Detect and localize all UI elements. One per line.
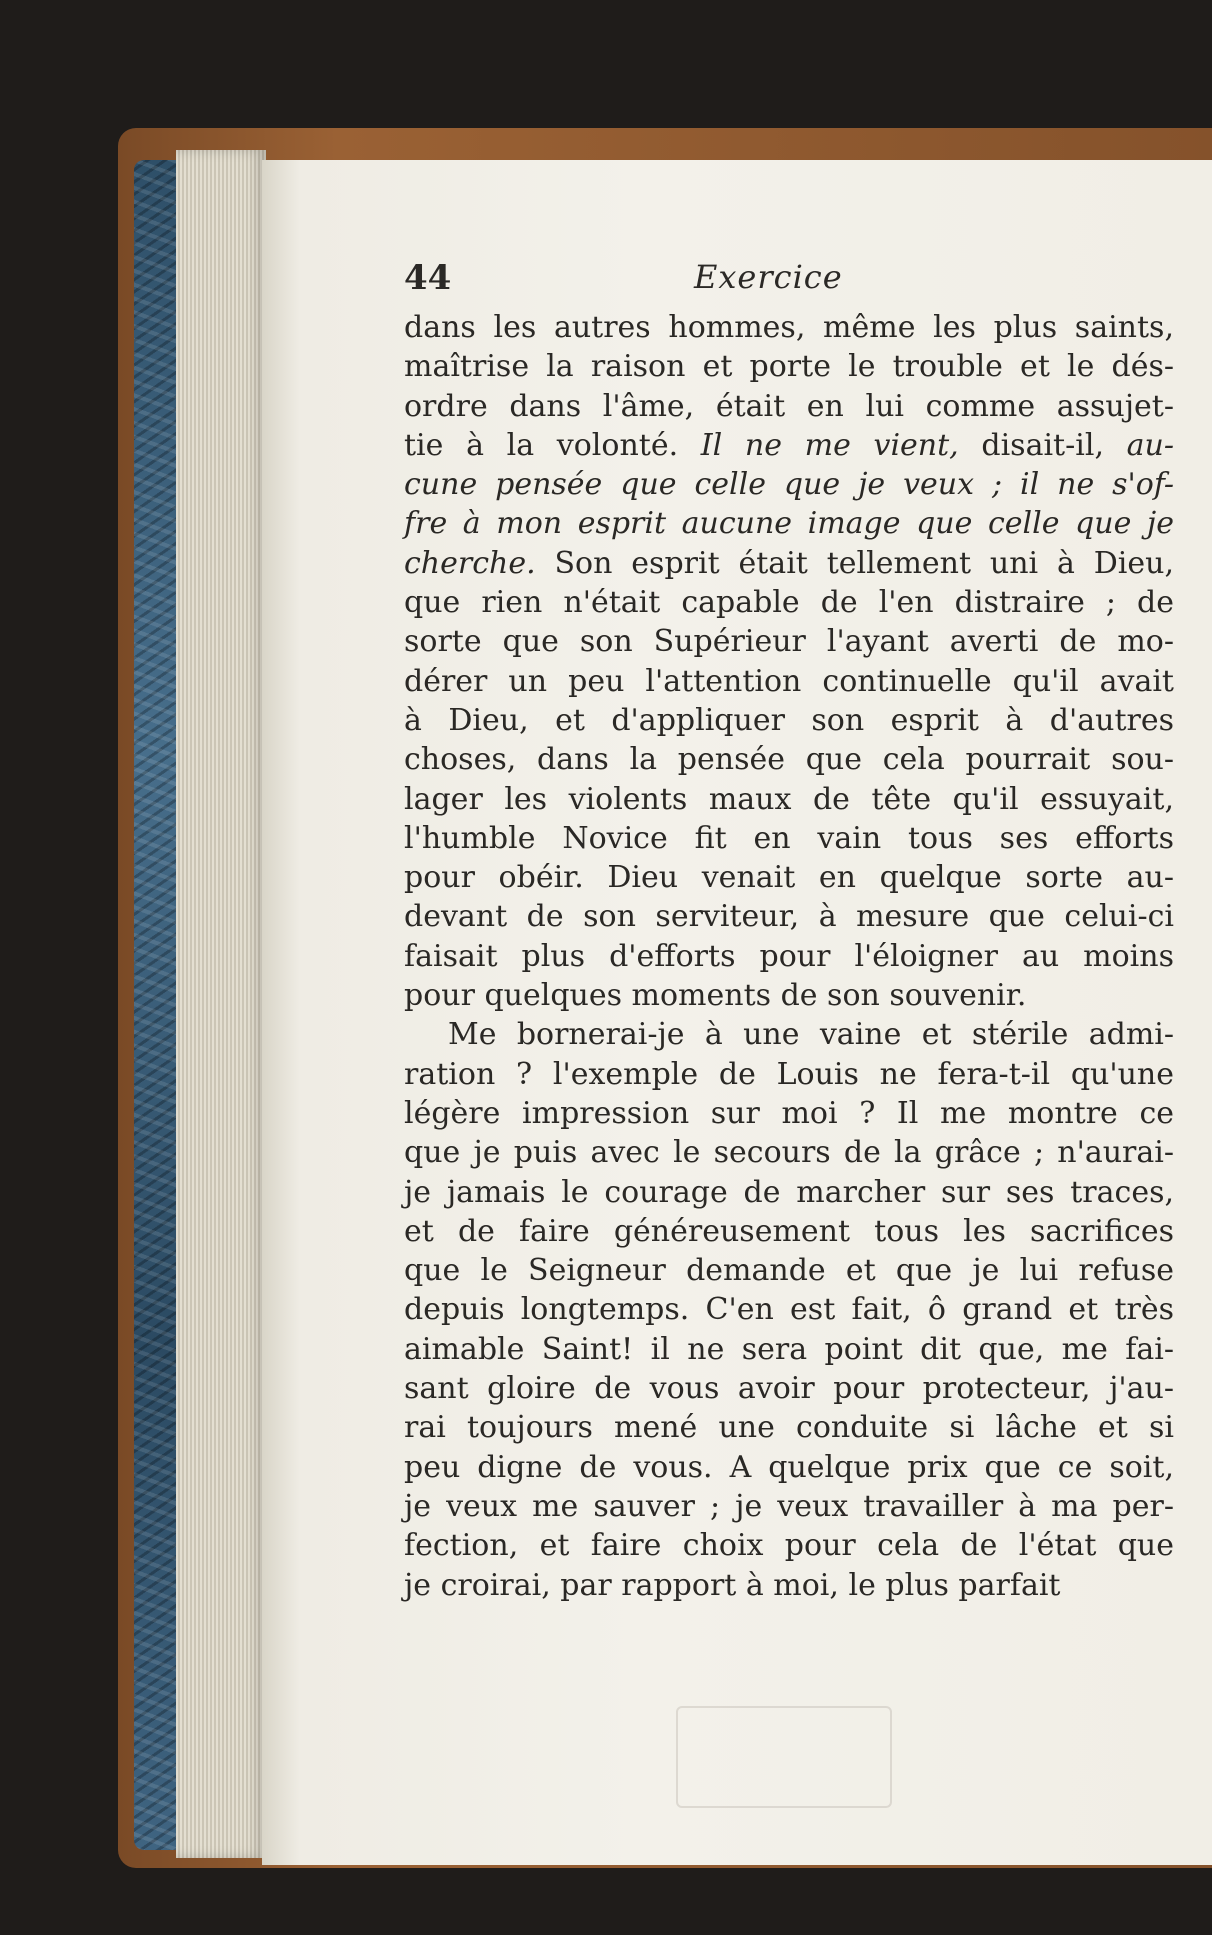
text-run: que je puis avec le secours de la grâce ; n'aurai- [404,1135,1174,1171]
text-line [404,740,1174,779]
text-line [404,897,1174,936]
italic-text: cherche. [404,545,536,581]
text-line [404,701,1174,740]
text-line [404,1408,1174,1447]
text-run: que le Seigneur demande et que je lui refuse [404,1253,1174,1289]
text-run: lager les violents maux de tête qu'il essuyait, [404,781,1174,817]
text-run: fection, et faire choix pour cela de l'état que [404,1528,1174,1564]
faded-stamp [676,1706,892,1808]
text-line [404,1055,1174,1094]
text-run: je veux me sauver ; je veux travailler à ma per- [404,1488,1174,1524]
text-line [404,583,1174,622]
text-run: l'humble Novice fit en vain tous ses efforts [404,820,1174,856]
italic-text: Il ne me vient, [700,427,959,463]
text-run: je croirai, par rapport à moi, le plus parfait [404,1567,1061,1603]
marbled-page-edge [134,160,178,1850]
text-run: sant gloire de vous avoir pour protecteur, j'au- [404,1371,1174,1407]
text-run: sorte que son Supérieur l'ayant averti de mo- [404,624,1174,660]
text-run: ration ? l'exemple de Louis ne fera-t-il qu'une [404,1056,1174,1092]
page-stack [176,150,266,1858]
text-line [404,1448,1174,1487]
text-run: pour quelques moments de son souvenir. [404,978,1027,1014]
page-header [404,258,1174,304]
text-run: depuis longtemps. C'en est fait, ô grand et très [404,1292,1174,1328]
text-line [404,1094,1174,1133]
text-run: maîtrise la raison et porte le trouble et le dés- [404,349,1174,385]
italic-text: fre à mon esprit aucune image que celle que je [404,506,1174,542]
text-run: ordre dans l'âme, était en lui comme assujet- [404,388,1174,424]
text-line [404,1212,1174,1251]
text-run: devant de son serviteur, à mesure que celui-ci [404,899,1174,935]
text-line [404,1487,1174,1526]
text-line [404,1173,1174,1212]
text-line [404,1330,1174,1369]
text-run: dérer un peu l'attention continuelle qu'il avait [404,663,1174,699]
text-run: Me bornerai-je à une vaine et stérile admi- [448,1017,1174,1053]
text-line [404,1133,1174,1172]
text-line [404,1566,1174,1605]
text-run: choses, dans la pensée que cela pourrait sou- [404,742,1174,778]
text-line [404,544,1174,583]
text-line [404,662,1174,701]
text-run: je jamais le courage de marcher sur ses traces, [404,1174,1174,1210]
text-run: peu digne de vous. A quelque prix que ce soit, [404,1449,1174,1485]
text-run: que rien n'était capable de l'en distraire ; de [404,585,1174,621]
text-run: tie à la volonté. [404,427,701,463]
text-line [404,780,1174,819]
text-run: Son esprit était tellement uni à Dieu, [535,545,1174,581]
text-run: légère impression sur moi ? Il me montre ce [404,1095,1174,1131]
text-line [404,426,1174,465]
text-line [404,308,1174,347]
body-text [404,308,1174,1605]
text-line [404,819,1174,858]
text-line [404,1290,1174,1329]
text-run: aimable Saint! il ne sera point dit que, me fai- [404,1331,1174,1367]
text-run: pour obéir. Dieu venait en quelque sorte au- [404,860,1174,896]
text-run: à Dieu, et d'appliquer son esprit à d'autres [404,702,1174,738]
running-head: Exercice [694,258,843,296]
text-line [404,347,1174,386]
text-line [404,387,1174,426]
text-line [404,976,1174,1015]
text-run: et de faire généreusement tous les sacrifices [404,1213,1174,1249]
text-line [404,622,1174,661]
text-run: disait-il, [958,427,1127,463]
text-line [404,1526,1174,1565]
text-line [404,1369,1174,1408]
text-line [404,504,1174,543]
text-line [404,465,1174,504]
text-line [404,1015,1174,1054]
text-line [404,1251,1174,1290]
page-number: 44 [404,258,452,298]
text-run: rai toujours mené une conduite si lâche et si [404,1410,1174,1446]
italic-text: au- [1126,427,1174,463]
text-line [404,858,1174,897]
text-run: dans les autres hommes, même les plus saints, [404,310,1174,345]
text-line [404,937,1174,976]
text-run: faisait plus d'efforts pour l'éloigner au moins [404,938,1174,974]
italic-text: cune pensée que celle que je veux ; il ne s'of- [404,467,1174,503]
